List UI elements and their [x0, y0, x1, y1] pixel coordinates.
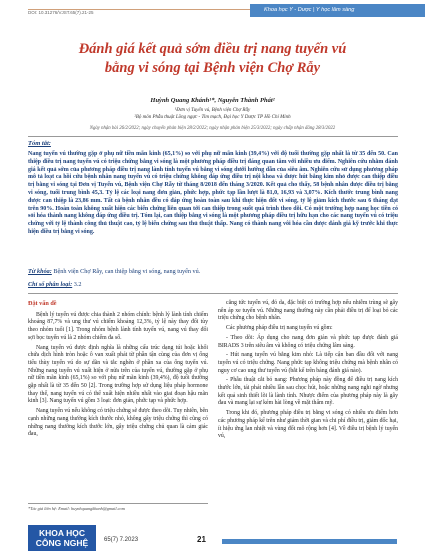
affiliation-2: ²Bộ môn Phẫu thuật Lồng ngực - Tim mạch, Đại học Y Dược TP Hồ Chí Minh: [134, 115, 291, 120]
classification-label: Chỉ số phân loại:: [28, 281, 73, 288]
paragraph: Trong khi đó, phương pháp điều trị bằng vi sóng có nhiều ưu điểm hơn các phương pháp kể trên như giảm thời gian và chi phí điều trị, giảm đốc hại, ít hiệu ứng lan nhiệt và vùng đốt mô rộng hơn [4]. Về điều trị bệnh lý tuyến vú,: [218, 410, 398, 440]
paragraph: căng tức tuyến vú, đỏ da, đặc biệt có trường hợp nếu nhiễm trùng sẽ gây nên áp xe tuyến vú. Những nang thường này cần phải điều trị để loại bỏ các triệu chứng cho bệnh nhân.: [218, 300, 398, 322]
title-line-1: Đánh giá kết quả sớm điều trị nang tuyến vú: [78, 41, 347, 57]
journal-logo: [28, 525, 96, 551]
footer-bar: [222, 539, 397, 544]
paragraph: - Phẫu thuật cắt bỏ nang: Phương pháp này đồng để điều trị nang kích thước lớn, tái phát nhiều lần sau chọc hút, hoặc những nang nghi ngờ nhưng kết quả sinh thiết lõi là lành tính. Nhược điểm của phương pháp này là gây đau và mang lại sự kém hài lòng về mặt thẩm mỹ.: [218, 377, 398, 407]
page-header: [0, 0, 425, 18]
body-column-left: [28, 300, 208, 441]
journal-section-tab: Khoa học Y - Dược | Y học lâm sàng: [250, 4, 425, 17]
doi-text[interactable]: DOI: 10.31276/VJST.65(7).21-25: [28, 10, 94, 15]
affiliation-1: ¹Đơn vị Tuyến vú, Bệnh viện Chợ Rẫy: [174, 108, 251, 113]
page-footer: [0, 517, 425, 555]
section-heading: Đặt vấn đề: [28, 300, 57, 307]
issue-info: 65(7) 7.2023: [104, 537, 139, 543]
divider-top: [28, 136, 398, 137]
title-line-2: bằng vi sóng tại Bệnh viện Chợ Rẫy: [104, 60, 321, 76]
paragraph: - Theo dõi: Áp dụng cho nang đơn giản và phức tạp được đánh giá BIRADS 3 trên siêu âm và không có triệu chứng lâm sàng.: [218, 334, 398, 349]
page-number: 21: [197, 535, 206, 544]
keywords-label: Từ khóa:: [28, 268, 52, 275]
abstract-heading: Tóm tắt:: [28, 140, 51, 147]
body-column-right: [218, 300, 398, 443]
paragraph: Nang tuyến vú được định nghĩa là những cấu trúc dạng túi hoặc khối chứa dịch hình tròn hoặc ô van xuất phát từ phần tận cùng của đơn vị ống tiểu thùy tuyến vú do sự dãn và tắc nghẽn ở phần xa của ống tuyến vú. Những nang tuyến vú xuất hiện ở nửa trên của tuyến vú, thường gặp ở phụ nữ tiền mãn kinh (65,1%) so với phụ nữ mãn kinh (39,4%), độ tuổi thường gặp nhất là từ 35 đến 50 [2]. Trong trường hợp sử dụng liệu pháp hormone thay thế, nang tuyến vú có thể xuất hiện nhiều nhất vào giai đoạn hậu mãn kinh [3]. Nang tuyến vú gồm 3 loại: đơn giản, phức tạp và phức hợp.: [28, 344, 208, 405]
paragraph: Bệnh lý tuyến vú được chia thành 2 nhóm chính: bệnh lý lành tính chiếm khoảng 87,7% và ung thư vú chiếm khoảng 12,3%, tỷ lệ này thay đổi tùy theo nhóm tuổi [1]. Trong nhóm bệnh lành tính tuyến vú, nang vú thay đổi sợi bọc tuyến vú là 2 nhóm chiếm đa số.: [28, 311, 208, 341]
classification: [28, 281, 81, 288]
corresponding-author-footnote: *Tác giả liên hệ: Email: huynhquangkhanh@gmail.com: [28, 503, 208, 511]
paragraph: Các phương pháp điều trị nang tuyến vú gồm:: [226, 325, 333, 332]
paragraph: Nang tuyến vú nếu không có triệu chứng sẽ được theo dõi. Tuy nhiên, bên cạnh những nang thường kích thước nhỏ, không gây triệu chứng thì cũng có những nang thường kích thước lớn, gây triệu chứng chủ quan là cảm giác đau,: [28, 408, 208, 438]
logo-line-2: CÔNG NGHỆ: [35, 538, 89, 548]
authors: Huỳnh Quang Khánh¹*, Nguyễn Thành Phát²: [150, 97, 275, 104]
submission-dates: Ngày nhận bài 26/2/2022; ngày chuyển phản biện 28/2/2022; ngày nhận phản biện 25/3/2022; ngày chấp nhận đăng 28/3/2022: [89, 126, 336, 131]
abstract-body: Nang tuyến vú thường gặp ở phụ nữ tiền mãn kinh (65,1%) so với phụ nữ mãn kinh (39,4%) với độ tuổi thường gặp nhất là từ 35 đến 50. Can thiệp điều trị nang tuyến vú có triệu chứng bằng vi sóng là một phương pháp điều trị đáng quan tâm với nhiều ưu điểm. Nghiên cứu nhằm đánh giá kết quả sớm của phương pháp điều trị nang lành tính tuyến vú bằng vi sóng dưới hướng dẫn của siêu âm. Nghiên cứu sử dụng phương pháp mô tả loạt ca hồi cứu bệnh nhân nang tuyến vú có triệu chứng không đáp ứng điều trị nội khoa và được hút bằng kim nhỏ được can thiệp điều trị bằng vi sóng tại Đơn vị Tuyến vú, Bệnh viện Chợ Rẫy từ tháng 8/2018 đến tháng 3/2020. Kết quả cho thấy, 58 bệnh nhân được điều trị bằng vi sóng, tuổi trung bình 45,3. Tỷ lệ các loại nang đơn giản, phức hợp, phức tạp lần lượt là 81,0, 16,93 và 3,07%. Kích thước trung bình nang được can thiệp là 23,86 mm. Tất cả bệnh nhân đều có đáp ứng hoàn toàn sau khi thực hiện đốt vi sóng, tỷ lệ giảm kích thước sau 6 tháng đạt trên 90%. Hoàn toàn không xuất hiện các biến chứng liên quan tới can thiệp trong suốt quá trình theo dõi. Có một trường hợp nang học tiền có sỏi hóa thành nang không đáp ứng điều trị. Tóm lại, can thiệp bằng vi sóng là một phương pháp điều trị hữu hạn cho các nang tuyến vú có triệu chứng với tỷ lệ thành công thủ thuật cao, tỷ lệ biến chứng sau thủ thuật thấp. Nang có thành nang vôi hóa cần được đánh giá kỹ trước khi thực hiện điều trị bằng vi sóng.: [28, 151, 398, 235]
keywords-text: Bệnh viện Chợ Rẫy, can thiệp bằng vi sóng, nang tuyến vú.: [53, 268, 201, 275]
article-title: [30, 40, 395, 78]
classification-value: 3.2: [73, 281, 82, 288]
paragraph: - Hút nang tuyến vú bằng kim nhỏ: Là tiếp cận ban đầu đối với nang tuyến vú có triệu chứng. Nang phức tạp không triệu chứng mà bệnh nhân có nguy cơ cao ung thư tuyến vú (bắt kể trên bảng đánh giá nào).: [218, 352, 398, 374]
keywords: [28, 268, 398, 275]
logo-line-1: KHOA HỌC: [39, 528, 85, 538]
divider-bottom: [28, 293, 398, 294]
